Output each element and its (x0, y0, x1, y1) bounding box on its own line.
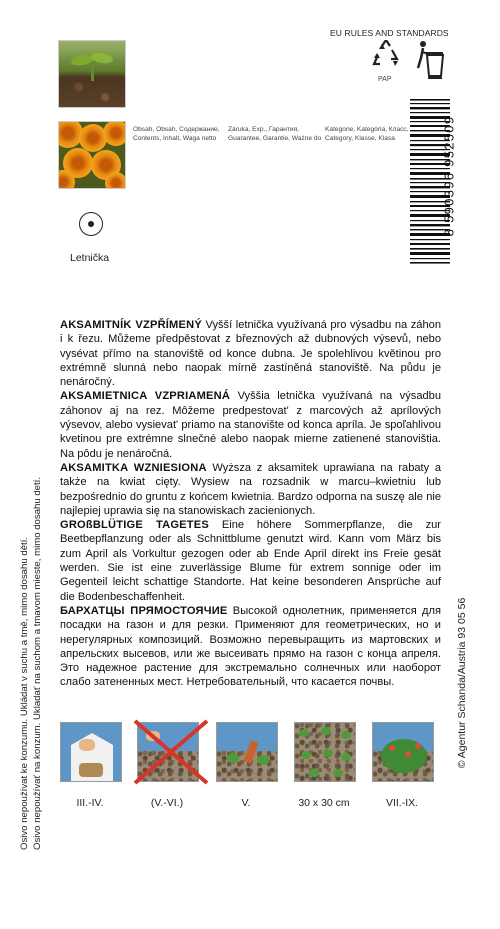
description-czech: AKSAMITNÍK VZPŘÍMENÝ Vyšší letnička využívaná pro výsadbu na záhon i k řezu. Můžeme předpěstovat z březnových až dubnových výsevů, nebo vysévat přímo na stanoviště od konce dubna. Je spolehlivou květinou pro extrémně slunná nebo naopak mírně zastíněná stanoviště. Na půdu je nenáročný. (60, 319, 441, 389)
flowering-icon (372, 722, 434, 782)
copyright-text: © Agentur Schanda/Austria 93 05 56 (456, 597, 468, 769)
warning-czech: Osivo nepoužívat ke konzumu. Ukládat v suchu a tmě, mimo dosahu dětí. (19, 536, 30, 850)
description-block (60, 318, 441, 690)
description-slovak: AKSAMIETNICA VZPRIAMENÁ Vyššia letnička využívaná na výsadbu záhonov aj na rez. Môžeme predpestovat' z marcových až aprílových výsevov, alebo vysievat' priamo na stanovište od konca apríla. Je spoľahlivou kvetinou pre extrémne slnečné alebo naopak mierne zatienené stanovištia. Na pôdu je nenáročná. (60, 390, 441, 460)
step-label-1: III.-IV. (76, 797, 104, 809)
barcode-icon (410, 93, 465, 268)
spacing-icon (294, 722, 356, 782)
contents-info: Obsah, Obsah, Содержание, Contents, Inhalt, Waga netto (133, 126, 220, 142)
full-sun-icon (79, 212, 103, 236)
recycle-icon (370, 40, 402, 70)
seedling-photo (58, 40, 126, 108)
step-label-5: VII.-IX. (385, 797, 419, 809)
eu-rules-title: EU RULES AND STANDARDS (330, 28, 449, 38)
warning-slovak: Osivo nepoužívať na konzum. Ukladať na suchom a tmavom mieste, mimo dosahu detí. (32, 477, 43, 850)
description-german: GROßBLÜTIGE TAGETES Eine höhere Sommerpflanze, die zur Beetbepflanzung oder als Schnittblume genutzt wird. Kann vom März bis zum April als Vorkultur gezogen oder ab Ende April direkt ins Freie gesät werden. Sie ist eine zuverlässige Blume für extrem sonnige oder im Gegenteil leicht schattige Standorte. Hat keine besonderen Ansprüche auf die Bodenbeschaffenheit. (60, 519, 441, 603)
tidyman-bin-icon (415, 40, 445, 80)
indoor-sowing-icon (60, 722, 122, 782)
marigold-photo (58, 121, 126, 189)
description-polish: AKSAMITKA WZNIESIONA Wyższa z aksamitek uprawiana na rabaty a także na kwiat cięty. Wysiew na rozsadnik w marcu–kwietniu lub bezpośrednio do gruntu z końcem kwietnia. Bardzo odporna na suszę ale nie najlepiej uprawia się na stanowiskach zacienionych. (60, 461, 442, 517)
crossed-out-icon (131, 717, 211, 787)
step-label-2: (V.-VI.) (150, 797, 184, 809)
guarantee-info: Záruka, Exp., Гарантия, Guarantee, Garantie, Ważne do (228, 126, 322, 142)
description-russian: БАРХАТЦЫ ПРЯМОСТОЯЧИЕ Высокой однолетник, применяется для посадки на газон и для резки. Применяют для геометрических, но и нерегулярных композиций. Возможно перевыращить из мартовских и апрельских высевов, или же высеивать прямо на газон с конца апреля. Это надежное растение для экстремально солнечных или наоборот слабо затененных мест. Нетребовательный, что касается почвы. (60, 604, 441, 689)
pap-label: PAP (378, 76, 392, 83)
step-label-4: 30 x 30 cm (298, 797, 350, 809)
category-info: Kategorie, Kategória, Класс, Category, Klasse, Klasa (325, 126, 409, 142)
annual-label: Letnička (70, 252, 110, 264)
side-warning-text (18, 90, 44, 850)
transplant-icon (216, 722, 278, 782)
step-label-3: V. (241, 797, 251, 809)
barcode-number: 8 590396 952509 (441, 115, 457, 237)
